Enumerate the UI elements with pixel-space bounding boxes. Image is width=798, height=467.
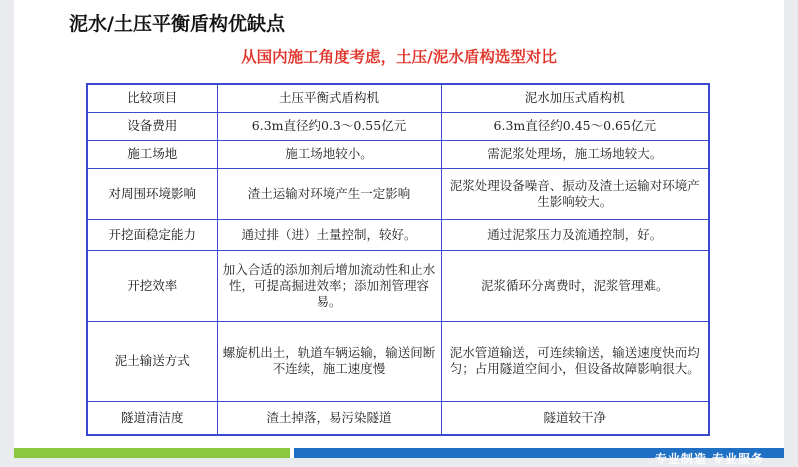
row-item-label: 开挖效率 [87,250,217,321]
slurry-cell: 通过泥浆压力及流通控制，好。 [441,219,709,250]
epb-cell: 加入合适的添加剂后增加流动性和止水性，可提高掘进效率；添加剂管理容易。 [217,250,441,321]
row-item-label: 对周围环境影响 [87,168,217,219]
table-header-row [87,84,709,112]
epb-cell: 渣土掉落，易污染隧道 [217,401,441,435]
table-row [87,321,709,401]
table-row [87,401,709,435]
table-row [87,140,709,168]
slurry-cell: 隧道较干净 [441,401,709,435]
table-row [87,250,709,321]
slurry-cell: 泥浆处理设备噪音、振动及渣土运输对环境产生影响较大。 [441,168,709,219]
column-header-slurry: 泥水加压式盾构机 [441,84,709,112]
epb-cell: 6.3m直径约0.3～0.55亿元 [217,112,441,140]
table-row [87,168,709,219]
slide [14,0,784,466]
slurry-cell: 泥水管道输送，可连续输送，输送速度快而均匀；占用隧道空间小，但设备故障影响很大。 [441,321,709,401]
footer-slogan: 专业制造 专业服务 [654,452,764,466]
table-row [87,219,709,250]
row-item-label: 开挖面稳定能力 [87,219,217,250]
page-title: 泥水/土压平衡盾构优缺点 [69,13,285,35]
footer-blue-bar [294,448,784,466]
slurry-cell: 需泥浆处理场，施工场地较大。 [441,140,709,168]
slurry-cell: 泥浆循环分离费时，泥浆管理难。 [441,250,709,321]
row-item-label: 设备费用 [87,112,217,140]
page-subtitle: 从国内施工角度考虑，土压/泥水盾构选型对比 [241,48,557,66]
epb-cell: 螺旋机出土，轨道车辆运输，输送间断不连续，施工速度慢 [217,321,441,401]
slurry-cell: 6.3m直径约0.45～0.65亿元 [441,112,709,140]
epb-cell: 施工场地较小。 [217,140,441,168]
epb-cell: 渣土运输对环境产生一定影响 [217,168,441,219]
column-header-item: 比较项目 [87,84,217,112]
row-item-label: 泥土输送方式 [87,321,217,401]
row-item-label: 施工场地 [87,140,217,168]
comparison-table [86,83,710,436]
row-item-label: 隧道清洁度 [87,401,217,435]
column-header-epb: 土压平衡式盾构机 [217,84,441,112]
table-row [87,112,709,140]
epb-cell: 通过排（进）土量控制，较好。 [217,219,441,250]
footer-green-bar [14,448,290,458]
